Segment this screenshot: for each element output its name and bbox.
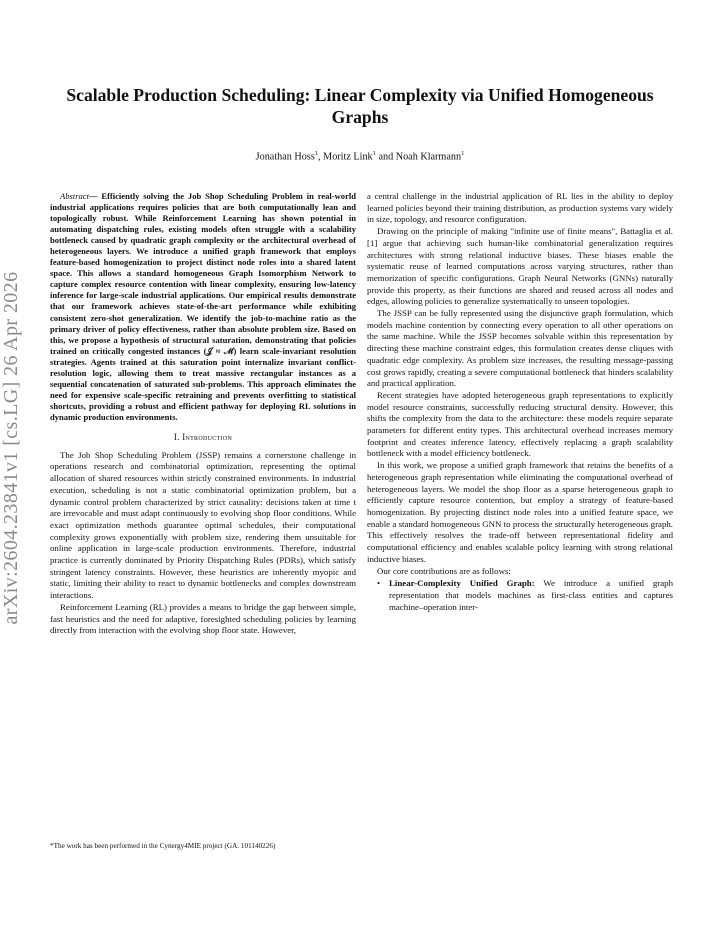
abstract-label: Abstract <box>60 191 89 201</box>
left-column <box>50 191 356 637</box>
author-separator: and <box>375 151 396 163</box>
abstract-text: — Efficiently solving the Job Shop Scheduling Problem in real-world industrial applications requires policies that are both computationally lean and topologically robust. While Reinforcement Learning has shown potential in automating dispatching rules, existing models often struggle with a scalability bottleneck caused by quadratic graph complexity or the architectural overhead of heterogeneous layers. We introduce a unified graph framework that employs feature-based homogenization to project distinct node roles into a shared latent space. This allows a standard homogeneous Graph Isomorphism Network to capture complex resource contention with linear complexity, ensuring low-latency inference for large-scale industrial applications. Our empirical results demonstrate that our framework achieves state-of-the-art performance while exhibiting consistent zero-shot generalization. We identify the job-to-machine ratio as the primary driver of policy effectiveness, rather than absolute problem size. Based on this, we propose a hypothesis of structural saturation, demonstrating that policies trained on critically congested instances (𝒥 ≈ ℳ) learn scale-invariant resolution strategies. Agents trained at this saturation point internalize invariant conflict-resolution logic, allowing them to treat massive rectangular instances as a sequential concatenation of saturated sub-problems. This approach eliminates the need for expensive scale-specific retraining and prevents overfitting to statistical shortcuts, providing a robust and efficient pathway for deploying RL solutions in dynamic production environments. <box>50 191 356 422</box>
author-name: Jonathan Hoss <box>255 151 315 163</box>
author-list <box>60 150 660 162</box>
paper-title: Scalable Production Scheduling: Linear Complexity via Unified Homogeneous Graphs <box>66 85 654 127</box>
author-affiliation: 1 <box>314 150 319 157</box>
footnote: *The work has been performed in the Cynergy4MIE project (GA. 101140226) <box>50 842 276 850</box>
bullet-heading: Linear-Complexity Unified Graph: <box>389 578 535 589</box>
paragraph: Reinforcement Learning (RL) provides a means to bridge the gap between simple, fast heuristics and the need for adaptive, foresighted scheduling policies by learning directly from interaction with the evolving shop floor state. However, <box>50 601 356 636</box>
paragraph: The Job Shop Scheduling Problem (JSSP) remains a cornerstone challenge in operations research and combinatorial optimization, representing the optimal allocation of shared resources within strictly constrained environments. In industrial execution, scheduling is not a static combinatorial optimization problem, but a dynamic control problem characterized by strict causality: decisions taken at time t are irrevocable and must adapt continuously to evolving shop floor conditions. While exact optimization methods guarantee optimal schedules, their computational complexity grows exponentially with problem size, rendering them unsuitable for online application in large-scale production environments. Therefore, industrial practice is currently dominated by Priority Dispatching Rules (PDRs), which satisfy stringent latency constraints. However, these heuristics are inherently myopic and static, limiting their ability to react to dynamic bottlenecks and complex downstream interactions. <box>50 449 356 601</box>
paragraph: Drawing on the principle of making "infinite use of finite means", Battaglia et al. [1] argue that achieving such human-like combinatorial generalization requires architectures with strong relational inductive biases. These biases enable the systematic reuse of learned computations across varying structures, rather than memorization of specific configurations. Graph Neural Networks (GNNs) naturally provide this property, as their functions are shared and reused across all nodes and edges, allowing policies to generalize systematically to unseen topologies. <box>367 226 673 307</box>
author-affiliation: 1 <box>461 150 465 157</box>
list-item <box>367 578 673 613</box>
author-name: Moritz Link <box>323 151 373 163</box>
right-column <box>367 191 673 613</box>
abstract <box>50 191 356 423</box>
arxiv-identifier: arXiv:2604.23841v1 [cs.LG] 26 Apr 2026 <box>0 271 22 625</box>
paragraph: a central challenge in the industrial application of RL lies in the ability to deploy learned policies beyond their training distribution, as production systems vary widely in size, topology, and resource configuration. <box>367 191 673 225</box>
bullet-icon: • <box>377 578 381 589</box>
paragraph: In this work, we propose a unified graph framework that retains the benefits of a heterogeneous graph representation while eliminating the computational overhead of heterogeneous layers. We model the shop floor as a sparse heterogeneous graph to efficiently capture resource contention, but employ a strategy of feature-based homogenization. By projecting distinct node roles into a unified feature space, we enable a standard homogeneous GNN to process the structurally heterogeneous graph. This effectively resolves the trade-off between representational fidelity and computational efficiency and enables scalable policy learning with strong relational inductive biases. <box>367 460 673 564</box>
paragraph: The JSSP can be fully represented using the disjunctive graph formulation, which models machine contention by connecting every operation to all other operations on the same machine. While the JSSP becomes solvable within this representation by directing these machine constraint edges, this formulation creates dense cliques with quadratic edge complexity. As problem size increases, the resulting message-passing cost grows rapidly, creating a severe computational bottleneck that hinders scalability and practical application. <box>367 308 673 389</box>
section-heading: I. Introduction <box>173 431 233 442</box>
paragraph: Our core contributions are as follows: <box>377 565 511 576</box>
author-name: Noah Klarmann <box>395 151 462 163</box>
contribution-list <box>367 578 673 613</box>
bullet-text: We introduce a unified graph representation that models machines as first-class entities and captures machine–operation inter- <box>389 578 673 612</box>
paragraph: Recent strategies have adopted heterogeneous graph representations to explicitly model resource constraints, successfully reducing structural density. However, this shifts the complexity from the data to the architecture: these models require separate parameters for different entity types. This architectural overhead increases memory footprint and creates inference latency, effectively replacing a graph scalability bottleneck with a model efficiency bottleneck. <box>367 389 673 459</box>
author-affiliation: 1 <box>372 150 376 157</box>
author-separator: , <box>318 151 324 163</box>
